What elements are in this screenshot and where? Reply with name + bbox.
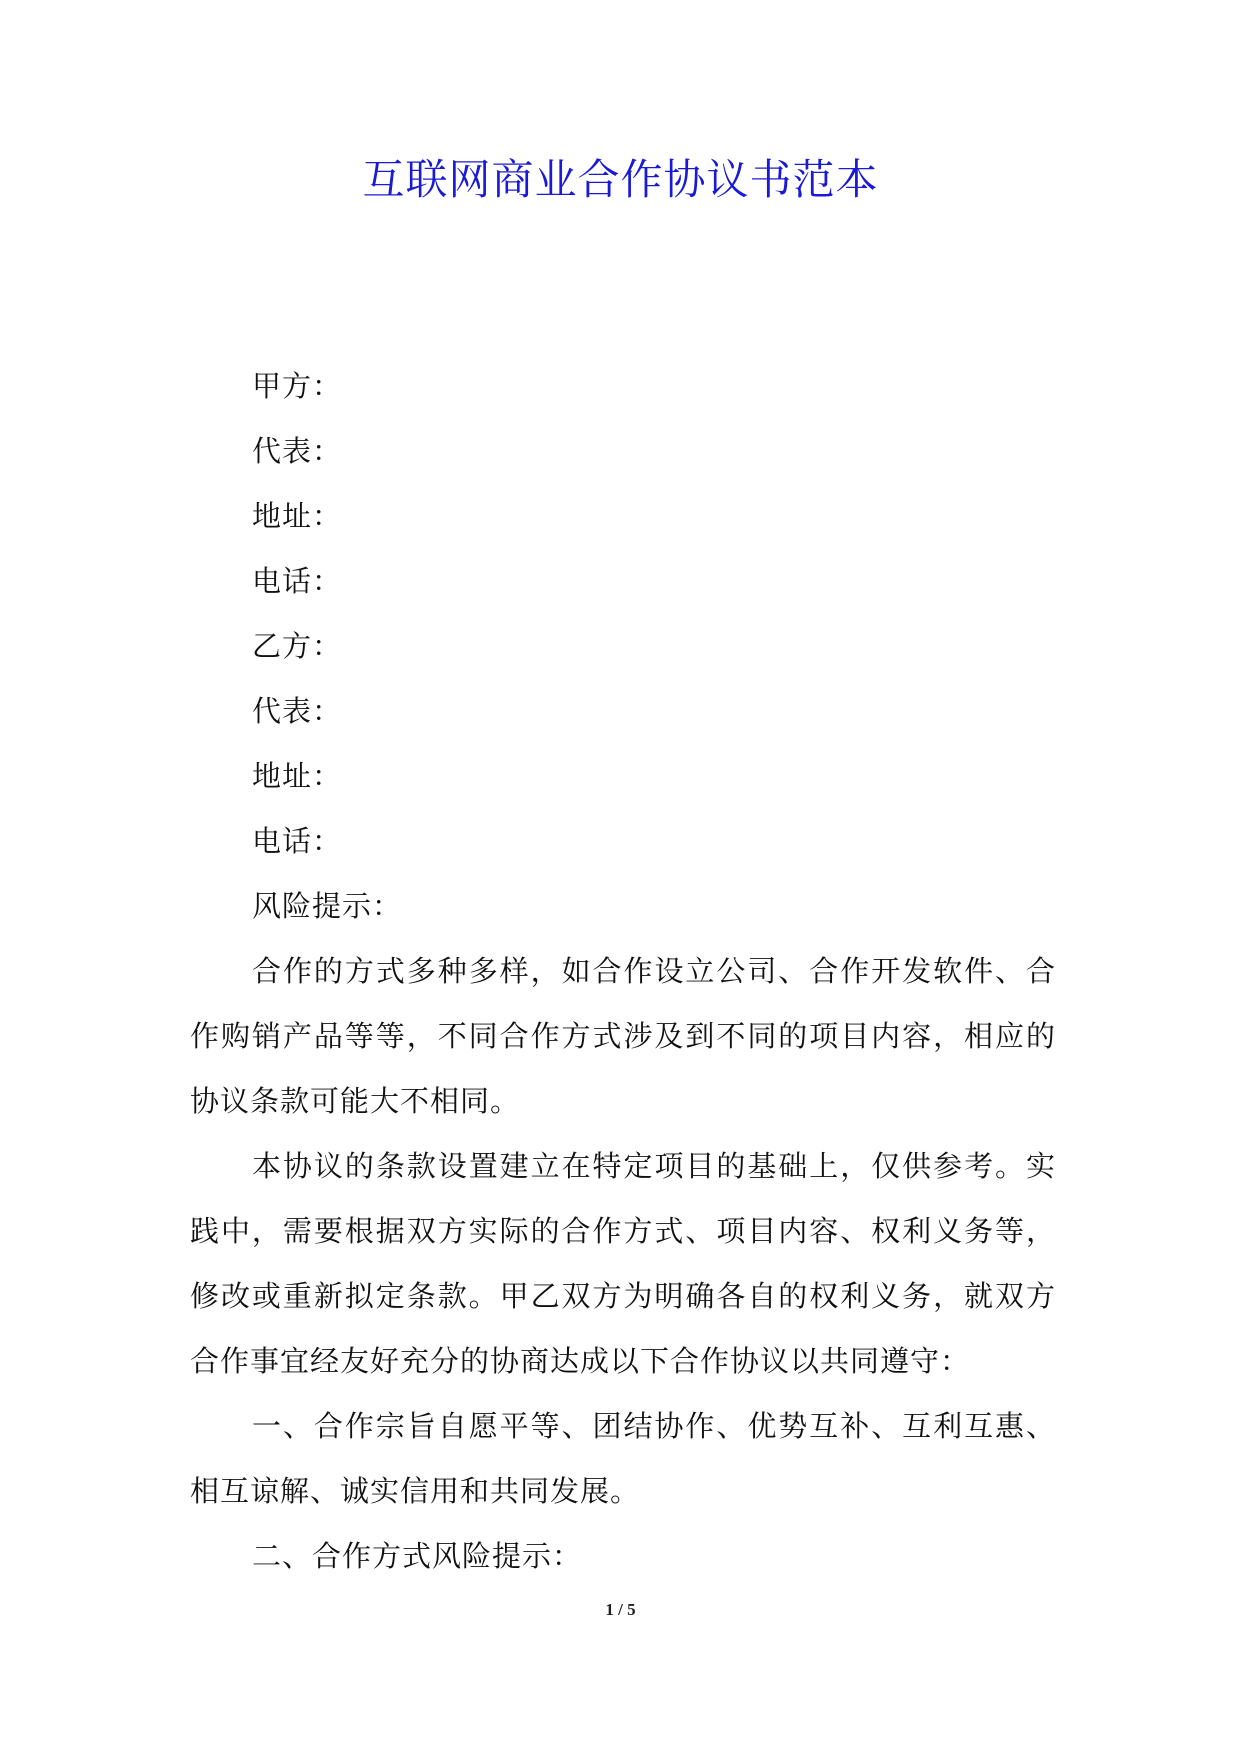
section-heading-cooperation-method: 二、合作方式风险提示： [252,1539,583,1573]
paragraph-cooperation-purpose: 一、合作宗旨自愿平等、团结协作、优势互补、互利互惠、相互谅解、诚实信用和共同发展。 [190,1409,1056,1508]
party-a-phone-field: 电话： [252,564,343,598]
risk-notice-label: 风险提示： [252,889,403,923]
party-a-representative-field: 代表： [252,434,343,468]
paragraph-agreement-basis: 本协议的条款设置建立在特定项目的基础上，仅供参考。实践中，需要根据双方实际的合作方式、项目内容、权利义务等，修改或重新拟定条款。甲乙双方为明确各自的权利义务，就双方合作事宜经友好充分的协商达成以下合作协议以共同遵守： [190,1149,1056,1378]
party-b-address-field: 地址： [252,759,343,793]
party-a-field: 甲方： [252,369,343,403]
party-b-representative-field: 代表： [252,694,343,728]
page-number: 1 / 5 [605,1600,636,1619]
document-title: 互联网商业合作协议书范本 [362,155,879,204]
party-b-field: 乙方： [252,629,343,663]
party-b-phone-field: 电话： [252,824,343,858]
party-a-address-field: 地址： [252,499,343,533]
paragraph-cooperation-methods: 合作的方式多种多样，如合作设立公司、合作开发软件、合作购销产品等等，不同合作方式涉及到不同的项目内容，相应的协议条款可能大不相同。 [190,954,1056,1118]
document-body [190,354,1056,1589]
